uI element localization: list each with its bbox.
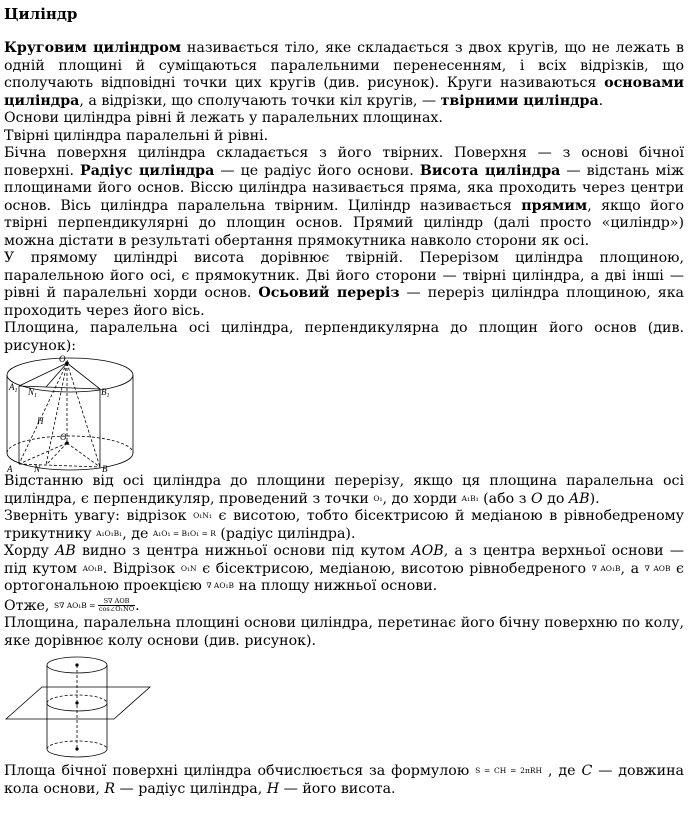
label-a: A xyxy=(7,464,13,473)
text: до xyxy=(542,490,569,507)
o1-n1 xyxy=(46,363,67,387)
formula-ao1b: AO₁B xyxy=(82,563,103,573)
text: , де xyxy=(122,525,153,542)
formula-a1b1: A₁B₁ xyxy=(461,493,479,503)
parallel-plane-paragraph: Площина, паралельна площині основи циліндра, перетинає його бічну поверхню по колу, яке дорівнює колу основи (див. рисунок). xyxy=(4,615,684,649)
chord-paragraph xyxy=(4,543,684,596)
bottom-base-front xyxy=(7,453,133,470)
text: називається тіло, яке складається з двох кругів, що не лежать в одній площині й суміщаються паралельними перенесенням, і всіх відрізків, що сполучають відповідні точки цих кругів (див. рисунок). Круги називаються xyxy=(4,40,685,91)
bottom-base-back xyxy=(7,436,133,453)
o1-a xyxy=(19,363,67,464)
label-b: B xyxy=(102,464,108,473)
formula-a1o1b1: A₁O₁B₁ xyxy=(96,528,123,538)
formula-triangle-ao1b: ∇ AO₁B xyxy=(591,563,621,573)
text: Відстанню від осі циліндра до площини перерізу, якщо ця площина паралельна осі циліндра, є перпендикуляр, проведений з точки xyxy=(4,473,684,507)
text: Площа бічної поверхні циліндра обчислюється за формулою xyxy=(4,763,476,779)
text: Зверніть увагу: відрізок xyxy=(4,508,194,524)
section-paragraph xyxy=(4,250,684,320)
formula-o1n1: O₁N₁ xyxy=(193,511,212,520)
var-o: O xyxy=(530,490,543,507)
fraction-numerator: S∇ AOB xyxy=(98,598,135,606)
formula-area-lhs: S∇ AO₁B xyxy=(53,600,87,610)
cylinder-plane-figure xyxy=(4,653,154,763)
text: — переріз циліндра площиною, яка проходить через його вісь. xyxy=(4,285,685,319)
o1-b xyxy=(67,363,100,467)
var-h: H xyxy=(266,780,280,797)
bases-paragraph: Основи циліндра рівні й лежать у паралельних площинах. xyxy=(4,110,443,126)
conclusion-paragraph: Отже, S∇ AO₁B = $\frac{\text{S∇ AOB}}{\text{cos∠O₁NO}}$ . xyxy=(4,597,140,614)
label-n: N xyxy=(34,464,41,473)
text: є висотою, тобто бісектрисою й медіаною в рівнобедреному трикутнику xyxy=(4,508,684,542)
top-base-ellipse xyxy=(7,358,133,392)
label-h: H xyxy=(37,416,44,426)
text: . xyxy=(135,597,140,614)
term-height: Висота циліндра xyxy=(419,162,561,179)
text: , до хорди xyxy=(382,490,462,507)
generators-paragraph: Твірні циліндра паралельні й рівні. xyxy=(4,127,269,144)
text: — радіус циліндра, xyxy=(115,780,267,797)
var-ab: AB xyxy=(55,543,76,559)
label-a1-sub: 1 xyxy=(14,388,18,394)
term-axial-section: Осьовий переріз xyxy=(258,285,400,301)
text: Отже, xyxy=(4,597,54,614)
cylinder-section-figure xyxy=(4,355,154,473)
text: (або з xyxy=(478,490,531,507)
note-paragraph xyxy=(4,508,684,543)
var-c: C xyxy=(581,763,593,779)
text: . Відрізок xyxy=(102,560,181,577)
text: — довжина кола основи, xyxy=(4,763,684,797)
o-b xyxy=(67,443,100,467)
text: на площу нижньої основи. xyxy=(234,578,438,594)
var-ab: AB xyxy=(568,490,590,507)
formula-triangle-ao1b-2: ∇ AO₁B xyxy=(206,581,235,590)
text: — його висота. xyxy=(279,780,396,797)
plane-paragraph: Площина, паралельна осі циліндра, перпендикулярна до площин його основ (див. рисунок): xyxy=(4,320,684,354)
lateral-surface-paragraph xyxy=(4,145,684,250)
formula-o1n: O₁N xyxy=(180,563,197,573)
label-o1-sub: 1 xyxy=(65,360,69,366)
text: видно з центра нижньої основи під кутом xyxy=(75,543,412,559)
text: ). xyxy=(589,490,600,507)
label-b1-sub: 1 xyxy=(106,393,110,399)
label-a1: A xyxy=(9,382,15,392)
page-title: Циліндр xyxy=(4,5,78,23)
text: , а xyxy=(620,560,645,577)
label-n1-sub: 1 xyxy=(34,393,38,399)
fraction-denominator: cos∠O₁NO xyxy=(98,605,135,613)
term-bases: основами циліндра xyxy=(4,75,684,109)
definition-paragraph xyxy=(4,40,684,110)
var-aob: AOB xyxy=(411,543,444,559)
label-b1: B xyxy=(101,387,107,397)
term-generators: твірними циліндра xyxy=(440,92,599,109)
lateral-area-paragraph xyxy=(4,763,684,798)
svg-text:N1 xyxy=(27,387,37,399)
text: , де xyxy=(542,763,582,779)
text: , якщо його твірні перпендикулярні до площин основ. Прямий циліндр (далі просто «циліндр») можна дістати в результаті обертання прямокутника навколо сторони як осі. xyxy=(4,197,684,249)
term-radius: Радіус циліндра xyxy=(80,162,215,179)
o1-a1 xyxy=(19,363,67,386)
o1-n xyxy=(46,363,67,465)
o1-b1 xyxy=(67,363,100,389)
formula-lateral-area: S = CH = 2πRH xyxy=(475,766,543,775)
text: — відстань між площинами його основ. Віссю циліндра називається пряма, яка проходить через центри основ. Вісь циліндра паралельна твірним. Циліндр називається xyxy=(4,162,684,214)
formula-o1: O₁ xyxy=(373,493,383,503)
text: є ортогональною проекцією xyxy=(4,560,685,594)
term-circular-cylinder: Круговим циліндром xyxy=(4,40,182,56)
text: (радіус циліндра). xyxy=(215,525,356,542)
text: є бісектрисою, медіаною, висотою рівнобедреного xyxy=(196,560,592,577)
text: У прямому циліндрі висота дорівнює твірній. Перерізом циліндра площиною, паралельною його осі, є прямокутник. Дві його сторони — твірні циліндра, а дві інші — рівні й паралельні хорди основ. xyxy=(4,250,684,301)
var-r: R xyxy=(104,780,116,797)
label-o1: O xyxy=(59,355,66,364)
text: . xyxy=(598,92,604,109)
center-top xyxy=(75,663,78,666)
text: — це радіус його основи. xyxy=(214,162,420,179)
formula-radius-eq: A₁O₁ = B₁O₁ = R xyxy=(152,528,216,538)
label-n1: N xyxy=(28,387,35,397)
center-bottom xyxy=(75,747,78,750)
formula-triangle-aob: ∇ AOB xyxy=(644,563,671,573)
text: , а з центра верхньої основи — під кутом xyxy=(4,543,684,577)
text: Бічна поверхня циліндра складається з його твірних. Поверхня — з основі бічної поверхні. xyxy=(4,145,684,179)
article xyxy=(4,0,684,798)
o-a xyxy=(19,443,67,464)
o-n xyxy=(46,443,67,465)
center-section xyxy=(75,701,78,704)
label-o: O xyxy=(60,432,67,442)
spacer xyxy=(4,24,684,40)
text: Хорду xyxy=(4,543,56,559)
term-right: прямим xyxy=(521,197,588,214)
text: , а відрізки, що сполучають точки кіл кругів, — xyxy=(79,92,441,109)
distance-paragraph xyxy=(4,473,684,508)
formula-area-fraction xyxy=(98,598,135,613)
